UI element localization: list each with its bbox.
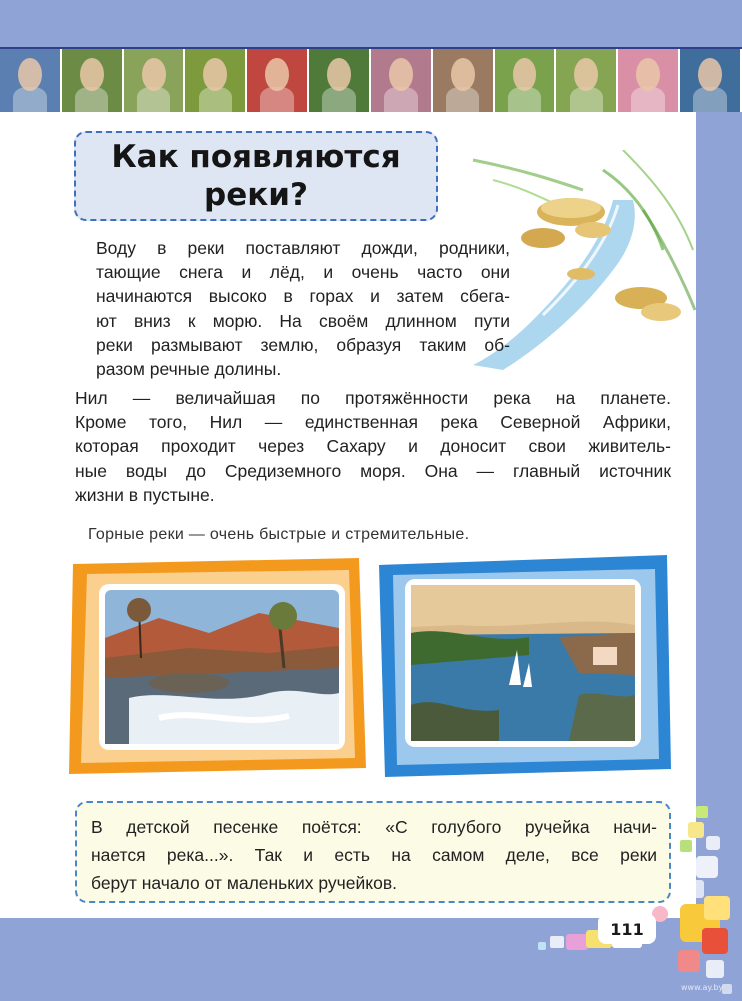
- paragraph-1: [96, 236, 510, 381]
- photo-4: [185, 49, 247, 113]
- nile-river-photo-frame: [379, 555, 671, 777]
- header-photo-strip: [0, 47, 742, 115]
- paragraph-2: [75, 386, 671, 507]
- child-face: [451, 58, 475, 91]
- child-body: [508, 87, 542, 113]
- child-body: [693, 87, 727, 113]
- decorative-squares: [530, 800, 742, 1001]
- header-photo-row: [0, 49, 742, 113]
- paragraph-2-line: которая проходит через Сахару и доносит свои живитель-: [75, 436, 671, 457]
- photo-12: [680, 49, 742, 113]
- paragraph-2-line: Кроме того, Нил — единственная река Северной Африки,: [75, 412, 671, 433]
- child-face: [389, 58, 413, 91]
- child-face: [698, 58, 722, 91]
- photo-5: [247, 49, 309, 113]
- page-number: 111: [610, 919, 644, 939]
- photo-3: [124, 49, 186, 113]
- child-face: [513, 58, 537, 91]
- child-face: [574, 58, 598, 91]
- paragraph-2-line: Нил — величайшая по протяжённости река на планете.: [75, 388, 671, 408]
- fun-fact-line: нается река...». Так и есть на самом деле, все реки: [91, 845, 657, 865]
- photo-7: [371, 49, 433, 113]
- photo-8: [433, 49, 495, 113]
- photo-9: [495, 49, 557, 113]
- top-band: [0, 0, 742, 48]
- child-body: [137, 87, 171, 113]
- child-face: [636, 58, 660, 91]
- photo-6: [309, 49, 371, 113]
- child-body: [199, 87, 233, 113]
- paragraph-1-line: Воду в реки поставляют дожди, родники,: [96, 238, 510, 258]
- paragraph-1-line: разом речные долины.: [96, 359, 282, 380]
- child-face: [18, 58, 42, 91]
- child-body: [13, 87, 47, 113]
- paragraph-1-line: начинаются высоко в горах и затем сбега-: [96, 286, 510, 307]
- mountain-river-photo: [105, 590, 339, 744]
- child-face: [203, 58, 227, 91]
- child-body: [384, 87, 418, 113]
- photo-caption: Горные реки — очень быстрые и стремительные.: [88, 526, 470, 543]
- paragraph-2-line: ные воды до Средиземного моря. Она — главный источник: [75, 460, 671, 481]
- photo-10: [556, 49, 618, 113]
- paragraph-1-line: ют вниз к морю. На своём длинном пути: [96, 310, 510, 331]
- child-face: [327, 58, 351, 91]
- paragraph-2-line: жизни в пустыне.: [75, 484, 215, 505]
- child-face: [142, 58, 166, 91]
- fun-fact-line: берут начало от маленьких ручейков.: [91, 873, 398, 893]
- child-body: [75, 87, 109, 113]
- child-body: [322, 87, 356, 113]
- watermark: www.ay.by: [681, 983, 724, 992]
- photo-2: [62, 49, 124, 113]
- title-line-1: Как появляются: [111, 139, 401, 175]
- title-line-2: реки?: [204, 177, 308, 213]
- title-box: [74, 131, 438, 221]
- nile-river-photo: [411, 585, 635, 741]
- child-body: [570, 87, 604, 113]
- child-body: [260, 87, 294, 113]
- mountain-river-photo-frame: [69, 558, 366, 774]
- photo-11: [618, 49, 680, 113]
- paragraph-1-line: тающие снега и лёд, и очень часто они: [96, 262, 510, 283]
- fun-fact-line: В детской песенке поётся: «С голубого ручейка начи-: [91, 817, 657, 837]
- paragraph-1-line: реки размывают землю, образуя таким об-: [96, 334, 510, 355]
- child-face: [265, 58, 289, 91]
- page-number-box: [598, 914, 656, 944]
- child-body: [631, 87, 665, 113]
- right-band: [696, 112, 742, 920]
- child-body: [446, 87, 480, 113]
- child-face: [80, 58, 104, 91]
- photo-1: [0, 49, 62, 113]
